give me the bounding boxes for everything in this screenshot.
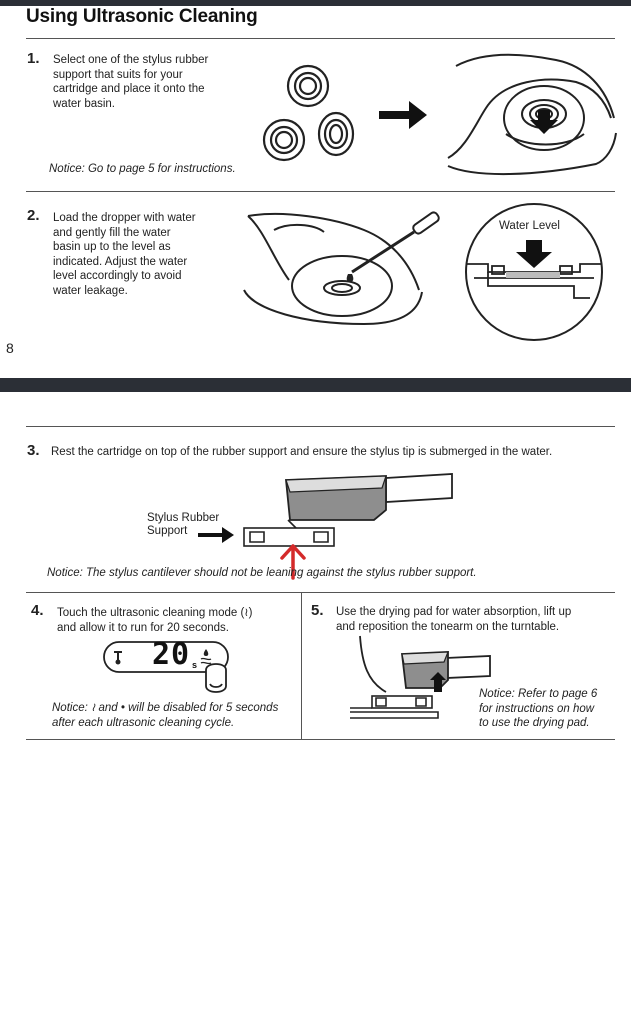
page-separator-bar	[0, 378, 631, 392]
bottom-divider	[26, 739, 615, 740]
step-2-number: 2.	[27, 207, 40, 224]
timer-display-value: 20	[152, 637, 191, 672]
step-1-number: 1.	[27, 50, 40, 67]
arrow-right-icon	[198, 527, 234, 543]
timer-display-unit: s	[192, 660, 198, 670]
page-title: Using Ultrasonic Cleaning	[26, 6, 258, 27]
basin-with-dropper-illustration	[244, 210, 450, 332]
step-3-top-divider	[26, 426, 615, 427]
step-3-notice: Notice: The stylus cantilever should not be leaning against the stylus rubber support.	[47, 567, 477, 579]
cartridge-on-support-illustration	[236, 470, 456, 570]
step-3-text: Rest the cartridge on top of the rubber support and ensure the stylus tip is submerged in the water.	[51, 446, 553, 458]
water-level-label: Water Level	[499, 220, 560, 232]
dropper-icon	[347, 211, 441, 282]
step-2-text: Load the dropper with water and gently fill the water basin up to the level as indicated. Adjust the water level accordingly to avoid water leakage.	[53, 212, 196, 297]
title-divider	[26, 38, 615, 39]
step-1-divider	[26, 191, 615, 192]
arrow-right-icon	[379, 101, 429, 129]
step-3-divider	[26, 592, 615, 593]
drying-pad-illustration	[346, 634, 492, 724]
step-5-notice: Notice: Refer to page 6 for instructions on how to use the drying pad.	[479, 688, 598, 729]
step-1-text: Select one of the stylus rubber support that suits for your cartridge and place it onto the water basin.	[53, 54, 209, 110]
page-number: 8	[6, 340, 14, 356]
step-1-notice: Notice: Go to page 5 for instructions.	[49, 163, 236, 175]
step-4-5-divider	[301, 592, 302, 740]
step-4-notice: Notice: ≀ and • will be disabled for 5 seconds after each ultrasonic cleaning cycle.	[52, 702, 279, 729]
step-3-number: 3.	[27, 442, 40, 459]
step-4-number: 4.	[31, 602, 44, 619]
rubber-supports-illustration	[258, 62, 368, 172]
stylus-rubber-support-label: Stylus Rubber Support	[147, 512, 220, 537]
step-5-number: 5.	[311, 602, 324, 619]
step-5-text: Use the drying pad for water absorption, lift up and reposition the tonearm on the turntable.	[336, 606, 572, 633]
finger-touch-icon	[206, 664, 226, 692]
basin-with-support-illustration	[446, 48, 621, 183]
step-4-text: Touch the ultrasonic cleaning mode (≀) and allow it to run for 20 seconds.	[57, 607, 253, 634]
